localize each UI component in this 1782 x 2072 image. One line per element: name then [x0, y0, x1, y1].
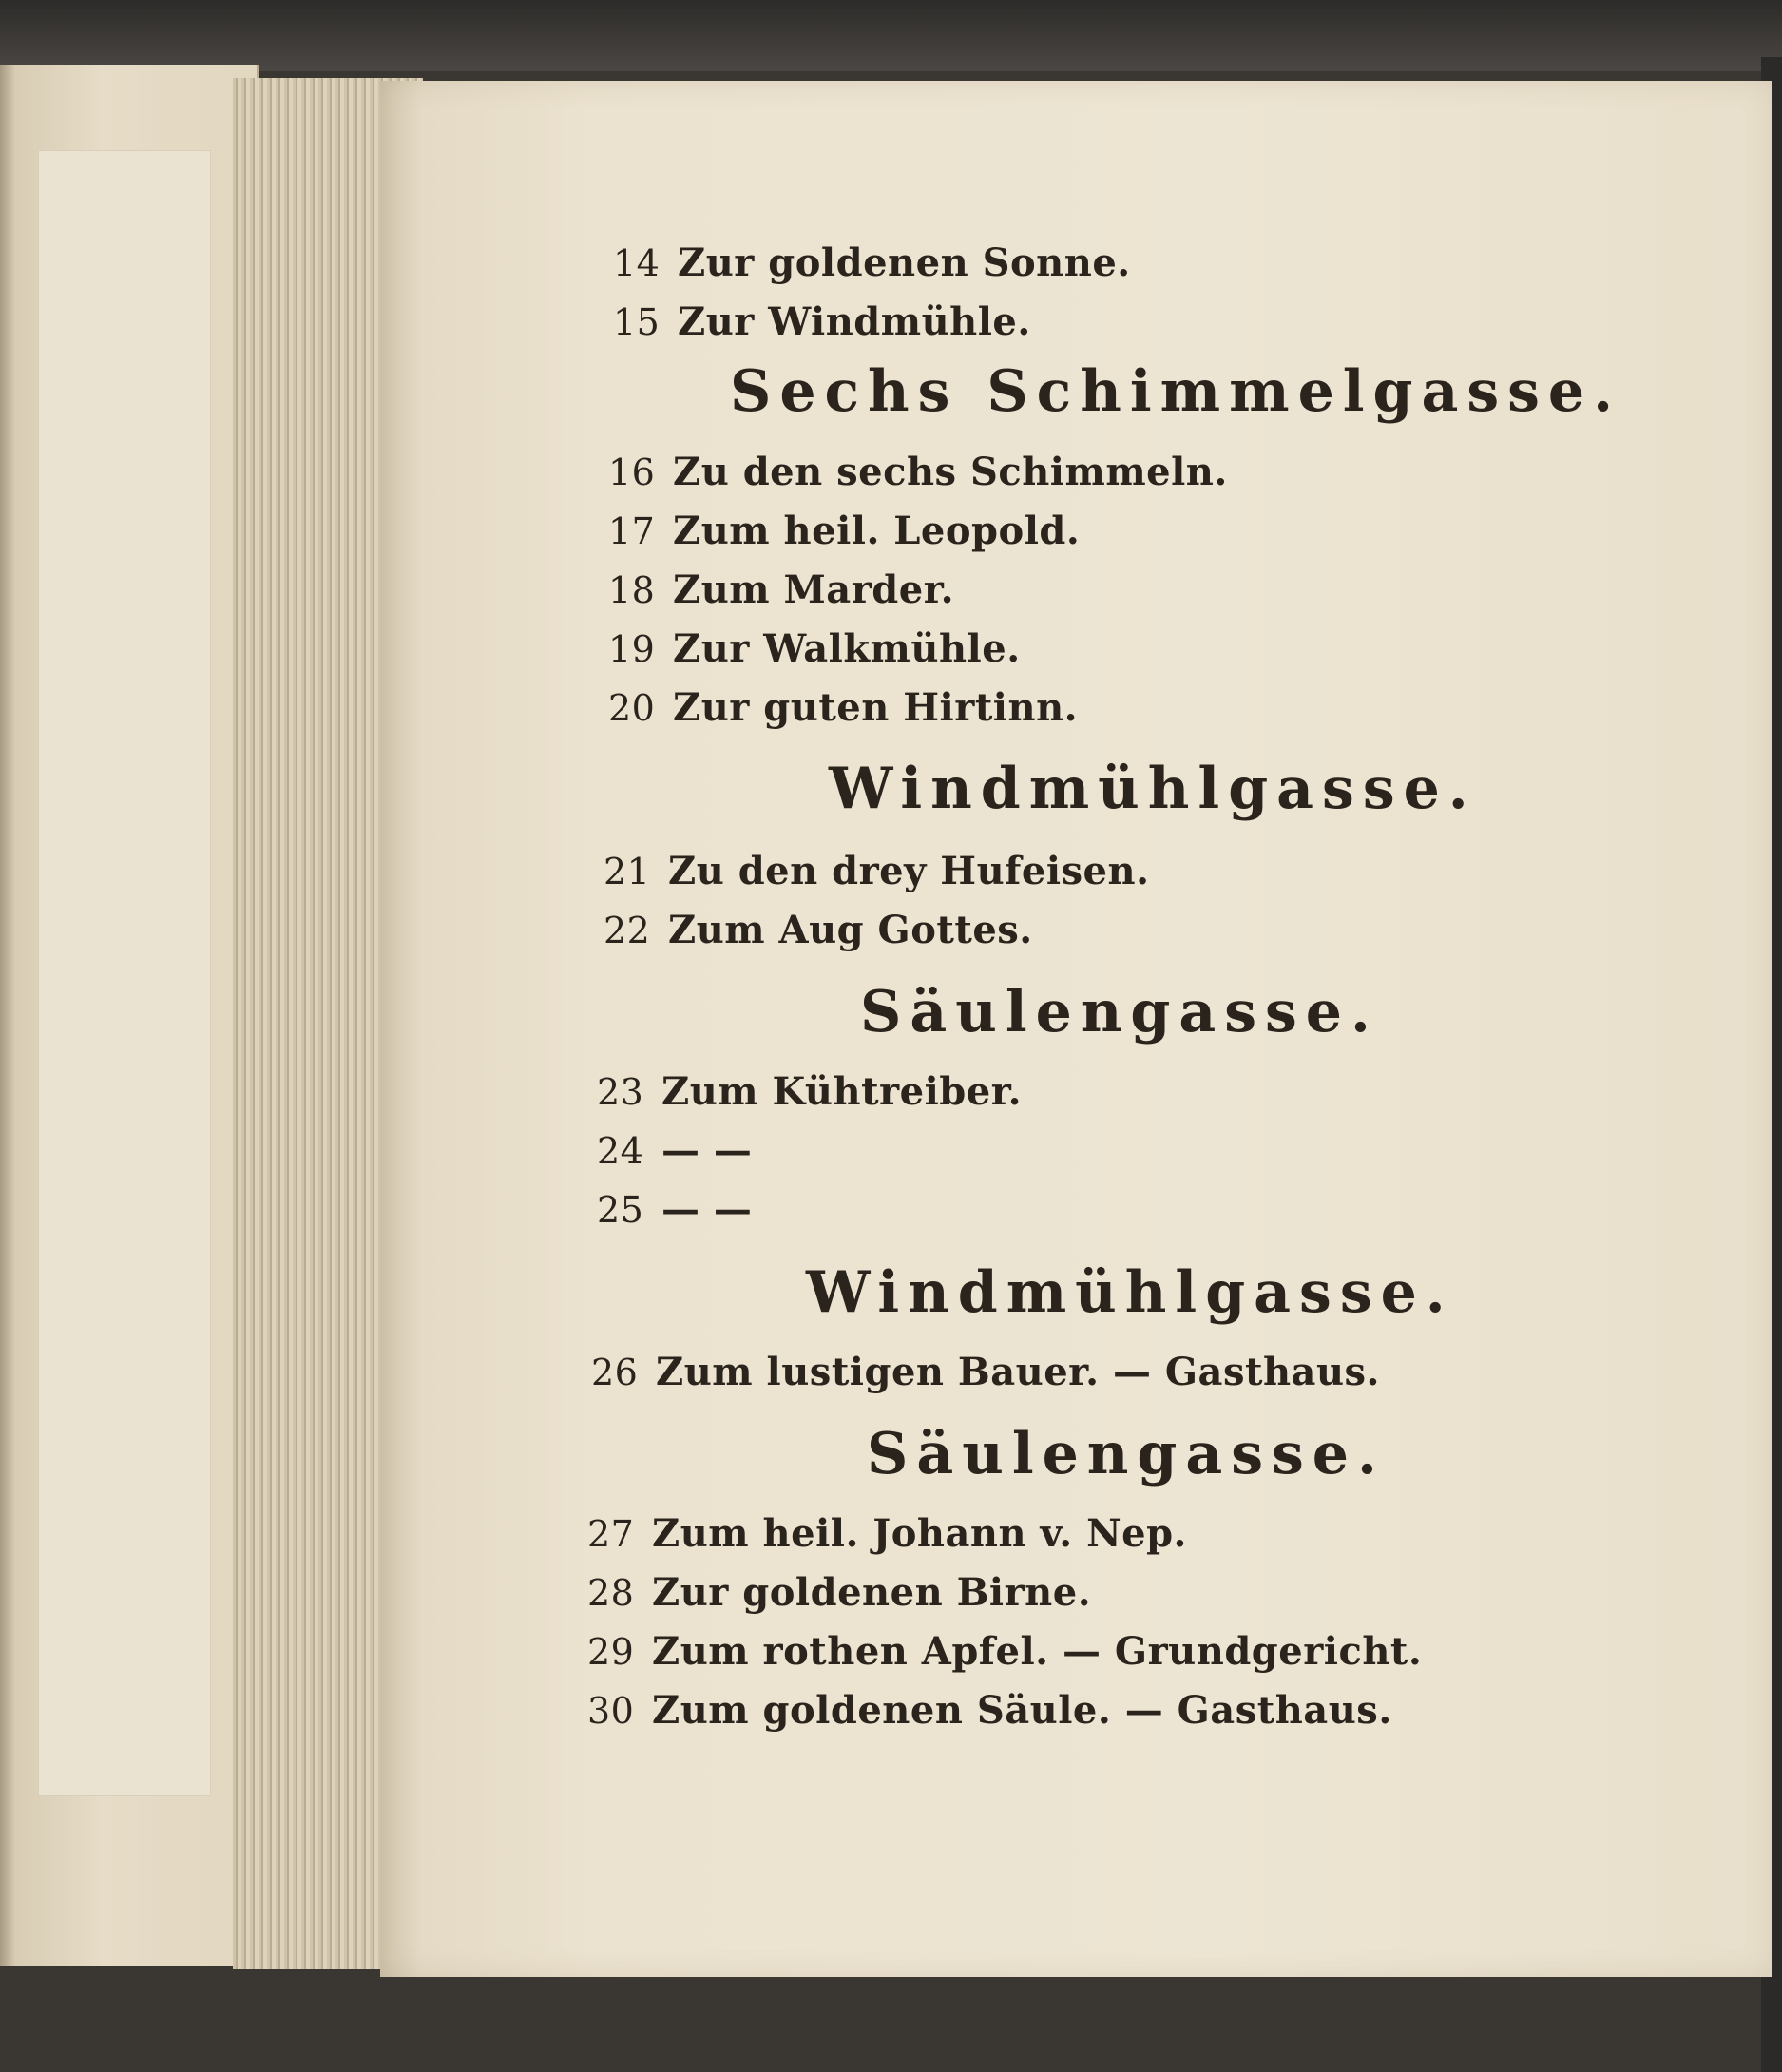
entry-number: 17 — [608, 510, 656, 552]
entry-text: Zum Aug Gottes. — [668, 908, 1033, 952]
entry-15 — [613, 299, 1031, 344]
entry-text: Zum rothen Apfel. — Grundgericht. — [652, 1629, 1423, 1674]
entry-19 — [608, 626, 1021, 671]
entry-25 — [597, 1187, 752, 1232]
entry-number: 24 — [597, 1130, 644, 1172]
entry-number: 28 — [587, 1572, 635, 1614]
entry-18 — [608, 567, 954, 612]
street-heading: Windmühlgasse. — [829, 756, 1477, 822]
entry-number: 16 — [608, 451, 656, 493]
entry-text: Zur goldenen Birne. — [652, 1570, 1092, 1615]
entry-text: — — — [661, 1128, 753, 1173]
entry-text: Zum heil. Johann v. Nep. — [652, 1511, 1187, 1556]
entry-20 — [608, 685, 1078, 730]
entry-text: Zu den sechs Schimmeln. — [673, 450, 1228, 494]
entry-number: 26 — [591, 1352, 639, 1393]
entry-26 — [591, 1350, 1380, 1394]
entry-text: Zum Marder. — [673, 567, 955, 612]
entry-number: 21 — [604, 851, 651, 892]
entry-text: Zur Windmühle. — [678, 299, 1031, 344]
entry-23 — [597, 1069, 1022, 1114]
entry-text: Zum heil. Leopold. — [673, 508, 1081, 553]
page-text — [380, 81, 1772, 1977]
entry-21 — [604, 849, 1150, 893]
entry-number: 14 — [613, 242, 661, 284]
entry-16 — [608, 450, 1228, 494]
street-heading: Windmühlgasse. — [806, 1259, 1454, 1326]
entry-30 — [587, 1688, 1392, 1733]
entry-29 — [587, 1629, 1422, 1674]
entry-number: 15 — [613, 301, 661, 343]
entry-text: — — — [661, 1187, 753, 1232]
main-page — [380, 81, 1772, 1977]
entry-text: Zum lustigen Bauer. — Gasthaus. — [656, 1350, 1380, 1394]
entry-number: 19 — [608, 628, 656, 670]
street-heading: Säulengasse. — [867, 1421, 1386, 1487]
street-heading: Säulengasse. — [860, 979, 1379, 1046]
entry-number: 25 — [597, 1189, 644, 1231]
entry-text: Zum Kühtreiber. — [661, 1069, 1023, 1114]
entry-number: 18 — [608, 569, 656, 611]
entry-number: 23 — [597, 1071, 644, 1113]
entry-number: 27 — [587, 1513, 635, 1555]
entry-24 — [597, 1128, 752, 1173]
entry-text: Zur goldenen Sonne. — [678, 240, 1131, 285]
left-page — [0, 65, 259, 1966]
book-cover-edge — [0, 0, 1782, 71]
entry-text: Zum goldenen Säule. — Gasthaus. — [652, 1688, 1392, 1733]
entry-text: Zur Walkmühle. — [673, 626, 1021, 671]
entry-17 — [608, 508, 1080, 553]
entry-14 — [613, 240, 1131, 285]
entry-number: 30 — [587, 1690, 635, 1732]
entry-number: 22 — [604, 910, 651, 951]
entry-28 — [587, 1570, 1091, 1615]
entry-number: 20 — [608, 687, 656, 729]
entry-number: 29 — [587, 1631, 635, 1673]
entry-27 — [587, 1511, 1187, 1556]
entry-text: Zu den drey Hufeisen. — [668, 849, 1150, 893]
street-heading: Sechs Schimmelgasse. — [730, 358, 1621, 425]
entry-text: Zur guten Hirtinn. — [673, 685, 1079, 730]
entry-22 — [604, 908, 1033, 952]
left-page-inner — [38, 150, 211, 1796]
